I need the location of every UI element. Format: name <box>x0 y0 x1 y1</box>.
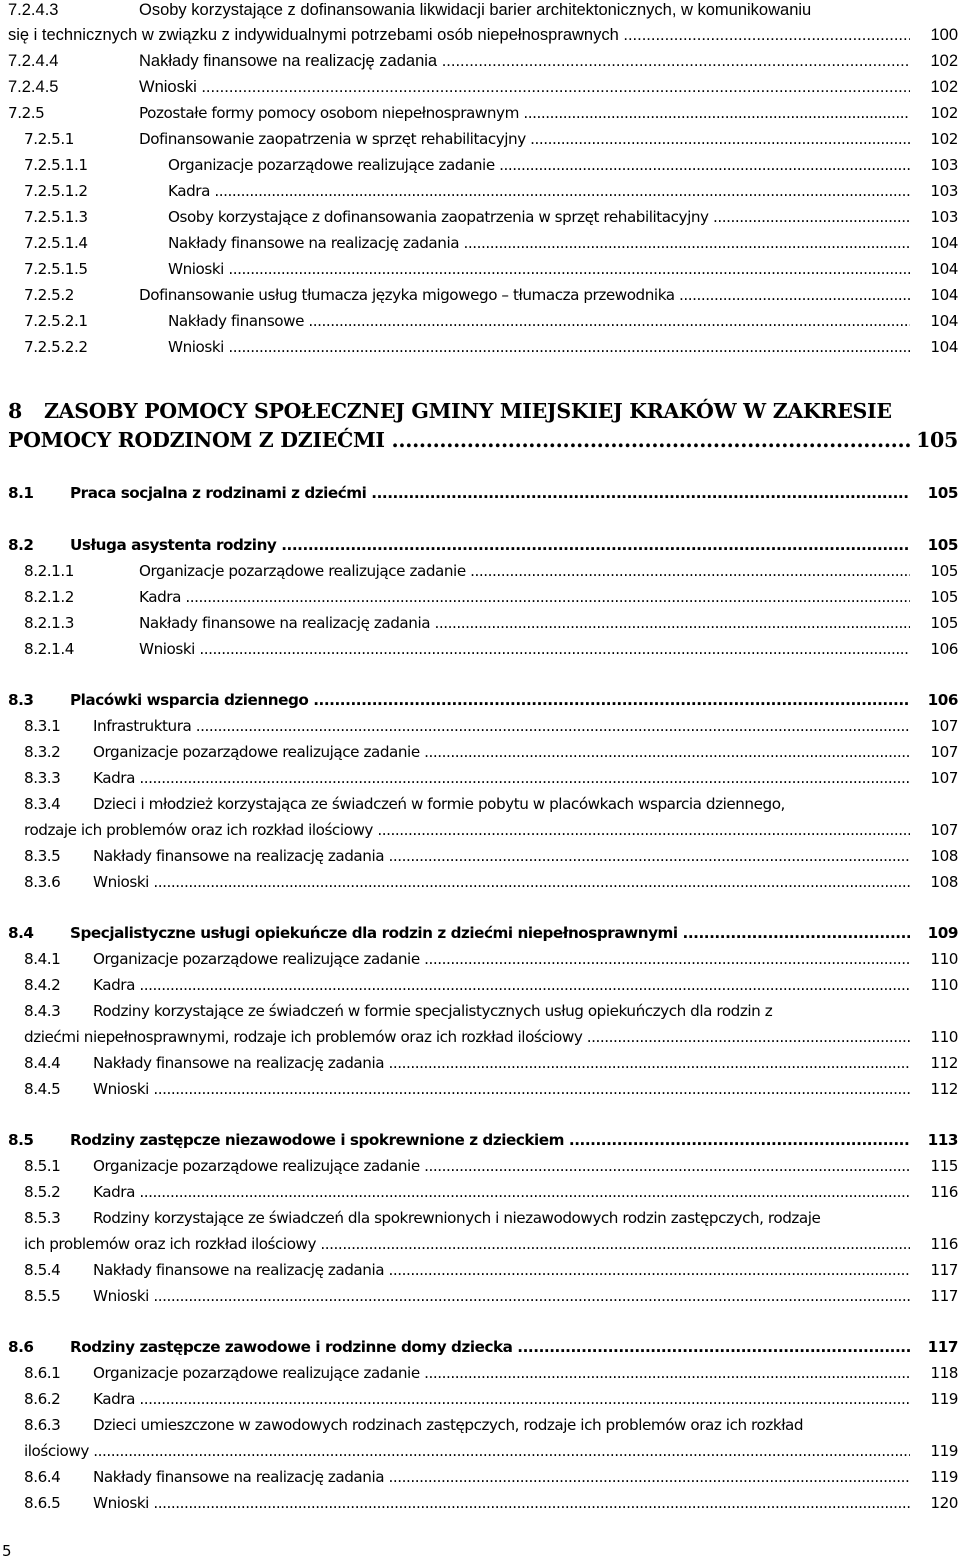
toc-entry[interactable] <box>0 558 960 584</box>
toc-entry-number: 7.2.4.5 <box>8 78 59 96</box>
toc-entry[interactable] <box>0 843 960 869</box>
toc-entry-title: Praca socjalna z rodzinami z dziećmi ..... <box>70 480 910 506</box>
toc-entry[interactable] <box>0 713 960 739</box>
toc-entry[interactable] <box>0 1360 960 1386</box>
toc-entry[interactable] <box>0 48 960 74</box>
toc-entry-title: Rodziny korzystające ze świadczeń w formie specjalistycznych usług opiekuńczych dla rodzin z <box>93 1002 773 1020</box>
toc-entry-number: 8.4.2 <box>24 976 61 994</box>
toc-entry-number: 7.2.5.1 <box>24 130 74 148</box>
toc-entry-page: 106 <box>928 636 958 662</box>
toc-entry-page: 112 <box>928 1076 958 1102</box>
toc-entry-number: 8.4.5 <box>24 1080 61 1098</box>
toc-entry-page: 110 <box>928 1024 958 1050</box>
toc-entry-number: 7.2.5.1.2 <box>24 182 88 200</box>
toc-entry-title: Kadra ..... <box>139 584 910 610</box>
toc-entry[interactable] <box>0 610 960 636</box>
toc-entry-number: 8.2.1.3 <box>24 614 74 632</box>
toc-entry-page: 104 <box>928 308 958 334</box>
toc-entry-title: Wnioski ..... <box>168 334 910 360</box>
toc-entry[interactable] <box>0 1464 960 1490</box>
toc-entry-page: 110 <box>928 946 958 972</box>
toc-entry-page: 104 <box>928 256 958 282</box>
toc-entry-title: Osoby korzystające z dofinansowania zaopatrzenia w sprzęt rehabilitacyjny ..... <box>168 204 910 230</box>
toc-entry-page: 112 <box>928 1050 958 1076</box>
toc-entry[interactable] <box>0 480 960 506</box>
toc-entry[interactable] <box>0 308 960 334</box>
toc-entry[interactable] <box>0 765 960 791</box>
toc-entry-title: Specjalistyczne usługi opiekuńcze dla rodzin z dziećmi niepełnosprawnymi ..... <box>70 920 910 946</box>
toc-entry-number: 8.3.4 <box>24 795 61 813</box>
toc-entry-title: Organizacje pozarządowe realizujące zadanie ..... <box>168 152 910 178</box>
toc-entry-continuation <box>0 817 960 843</box>
toc-entry-title: Pozostałe formy pomocy osobom niepełnosprawnym ..... <box>139 100 910 126</box>
toc-entry-page: 104 <box>928 334 958 360</box>
toc-entry-number: 8.4.3 <box>24 1002 61 1020</box>
toc-entry-continuation <box>0 1024 960 1050</box>
toc-entry-title-continuation: ilościowy ..... <box>24 1438 910 1464</box>
toc-entry[interactable] <box>0 946 960 972</box>
toc-entry-number: 7.2.5.2.2 <box>24 338 88 356</box>
toc-entry-page: 119 <box>928 1386 958 1412</box>
toc-entry-title: Dzieci umieszczone w zawodowych rodzinach zastępczych, rodzaje ich problemów oraz ich rozkład <box>93 1416 804 1434</box>
toc-entry-continuation <box>0 426 960 455</box>
toc-entry[interactable] <box>0 1386 960 1412</box>
toc-entry-number: 8.3.1 <box>24 717 61 735</box>
toc-entry-title: Usługa asystenta rodziny ..... <box>70 532 910 558</box>
toc-entry-title: Dzieci i młodzież korzystająca ze świadczeń w formie pobytu w placówkach wsparcia dziennego, <box>93 795 785 813</box>
toc-entry-number: 8.3.3 <box>24 769 61 787</box>
toc-entry-page: 105 <box>914 426 958 455</box>
toc-entry[interactable] <box>0 256 960 282</box>
toc-entry-number: 8.6.3 <box>24 1416 61 1434</box>
toc-entry-number: 8.2.1.2 <box>24 588 74 606</box>
toc-entry-number: 8.2.1.4 <box>24 640 74 658</box>
toc-entry-title: Placówki wsparcia dziennego ..... <box>70 687 910 713</box>
toc-entry-number: 7.2.5.1.5 <box>24 260 88 278</box>
toc-entry[interactable] <box>0 739 960 765</box>
toc-entry-number: 8.2 <box>8 536 34 554</box>
toc-entry-title: Nakłady finansowe ..... <box>168 308 910 334</box>
toc-entry-title: Organizacje pozarządowe realizujące zadanie ..... <box>93 946 910 972</box>
toc-entry-title: Organizacje pozarządowe realizujące zadanie ..... <box>93 1360 910 1386</box>
toc-entry-title: Nakłady finansowe na realizację zadania ..... <box>93 1257 910 1283</box>
toc-entry-page: 102 <box>928 48 958 74</box>
toc-entry-title: Kadra ..... <box>93 765 910 791</box>
toc-entry-number: 7.2.4.3 <box>8 1 59 19</box>
toc-entry[interactable] <box>0 1076 960 1102</box>
toc-entry-number: 8.4.4 <box>24 1054 61 1072</box>
toc-entry-page: 107 <box>928 817 958 843</box>
toc-entry-number: 7.2.5.2 <box>24 286 74 304</box>
toc-entry-title: Nakłady finansowe na realizację zadania ..... <box>93 843 910 869</box>
toc-entry-title: Organizacje pozarządowe realizujące zadanie ..... <box>93 739 910 765</box>
toc-entry[interactable] <box>0 869 960 895</box>
toc-entry-title: Nakłady finansowe na realizację zadania ..... <box>139 48 910 74</box>
toc-entry-page: 117 <box>928 1257 958 1283</box>
toc-entry[interactable] <box>0 584 960 610</box>
toc-entry-page: 104 <box>928 230 958 256</box>
toc-entry[interactable] <box>0 1334 960 1360</box>
toc-entry-number: 7.2.4.4 <box>8 52 59 70</box>
toc-entry-page: 120 <box>928 1490 958 1516</box>
toc-entry-number: 8.5.1 <box>24 1157 61 1175</box>
toc-entry-number: 8.5 <box>8 1131 34 1149</box>
toc-entry-title: Dofinansowanie zaopatrzenia w sprzęt rehabilitacyjny ..... <box>139 126 910 152</box>
toc-entry-page: 100 <box>928 22 958 48</box>
toc-entry-title: Wnioski ..... <box>93 1490 910 1516</box>
toc-entry[interactable] <box>0 230 960 256</box>
toc-entry-page: 108 <box>928 843 958 869</box>
toc-entry-number: 8.4.1 <box>24 950 61 968</box>
toc-entry[interactable] <box>0 0 960 23</box>
toc-entry-title: Wnioski ..... <box>168 256 910 282</box>
toc-entry-title-continuation: ich problemów oraz ich rozkład ilościowy ..... <box>24 1231 910 1257</box>
toc-entry-number: 8.1 <box>8 484 34 502</box>
toc-entry-title: Wnioski ..... <box>139 74 910 100</box>
toc-entry-number: 8.3.5 <box>24 847 61 865</box>
toc-entry-title: Kadra ..... <box>168 178 910 204</box>
toc-entry-page: 105 <box>928 610 958 636</box>
toc-entry-page: 109 <box>926 920 958 946</box>
toc-entry-continuation <box>0 1231 960 1257</box>
toc-entry-title: Organizacje pozarządowe realizujące zadanie ..... <box>93 1153 910 1179</box>
toc-entry[interactable] <box>0 1153 960 1179</box>
toc-entry-number: 8.6.1 <box>24 1364 61 1382</box>
toc-entry-title: ZASOBY POMOCY SPOŁECZNEJ GMINY MIEJSKIEJ KRAKÓW W ZAKRESIE <box>44 399 892 423</box>
toc-entry-page: 107 <box>928 713 958 739</box>
toc-entry-page: 116 <box>928 1179 958 1205</box>
toc-entry-title: Nakłady finansowe na realizację zadania ..... <box>168 230 910 256</box>
toc-entry[interactable] <box>0 1205 960 1231</box>
toc-entry-page: 106 <box>926 687 958 713</box>
toc-entry-number: 8.5.5 <box>24 1287 61 1305</box>
toc-entry-number: 7.2.5.1.3 <box>24 208 88 226</box>
toc-entry-page: 108 <box>928 869 958 895</box>
toc-entry-title: Kadra ..... <box>93 972 910 998</box>
toc-entry-title: Kadra ..... <box>93 1179 910 1205</box>
toc-entry-number: 7.2.5.2.1 <box>24 312 88 330</box>
toc-entry-page: 107 <box>928 739 958 765</box>
toc-entry[interactable] <box>0 1490 960 1516</box>
toc-entry-page: 102 <box>928 100 958 126</box>
toc-entry-title-continuation: POMOCY RODZINOM Z DZIEĆMI ..... <box>8 426 910 455</box>
toc-entry-title: Rodziny korzystające ze świadczeń dla spokrewnionych i niezawodowych rodzin zastępczych, rodzaje <box>93 1209 821 1227</box>
toc-entry-page: 113 <box>926 1127 958 1153</box>
toc-entry-title-continuation: dziećmi niepełnosprawnymi, rodzaje ich problemów oraz ich rozkład ilościowy ..... <box>24 1024 910 1050</box>
toc-entry[interactable] <box>0 282 960 308</box>
toc-entry[interactable] <box>0 397 960 426</box>
toc-entry-page: 119 <box>928 1464 958 1490</box>
toc-entry[interactable] <box>0 1283 960 1309</box>
toc-entry-page: 105 <box>928 584 958 610</box>
toc-entry-page: 103 <box>928 204 958 230</box>
toc-entry-number: 7.2.5 <box>8 104 45 122</box>
toc-entry[interactable] <box>0 334 960 360</box>
toc-entry-page: 118 <box>928 1360 958 1386</box>
toc-entry-title: Rodziny zastępcze niezawodowe i spokrewnione z dzieckiem ..... <box>70 1127 910 1153</box>
toc-entry[interactable] <box>0 972 960 998</box>
toc-entry-title: Organizacje pozarządowe realizujące zadanie ..... <box>139 558 910 584</box>
toc-entry-title: Wnioski ..... <box>139 636 910 662</box>
toc-entry-page: 103 <box>928 152 958 178</box>
toc-entry-number: 7.2.5.1.1 <box>24 156 88 174</box>
toc-entry[interactable] <box>0 74 960 100</box>
toc-entry-page: 105 <box>926 532 958 558</box>
toc-entry[interactable] <box>0 920 960 946</box>
toc-entry-number: 8.3.6 <box>24 873 61 891</box>
toc-entry-number: 7.2.5.1.4 <box>24 234 88 252</box>
toc-entry-title: Infrastruktura ..... <box>93 713 910 739</box>
toc-entry-number: 8.6.5 <box>24 1494 61 1512</box>
toc-entry-number: 8.5.4 <box>24 1261 61 1279</box>
toc-entry-page: 110 <box>928 972 958 998</box>
toc-entry-continuation <box>0 1438 960 1464</box>
toc-entry-page: 102 <box>928 74 958 100</box>
toc-entry-title: Nakłady finansowe na realizację zadania ..... <box>93 1050 910 1076</box>
toc-entry-number: 8.6 <box>8 1338 34 1356</box>
toc-entry-title: Wnioski ..... <box>93 1283 910 1309</box>
toc-entry-title-continuation: się i technicznych w związku z indywidualnymi potrzebami osób niepełnosprawnych ..... <box>8 22 910 48</box>
toc-entry-page: 105 <box>928 558 958 584</box>
toc-entry[interactable] <box>0 152 960 178</box>
toc-entry[interactable] <box>0 998 960 1024</box>
toc-entry[interactable] <box>0 1127 960 1153</box>
page-number: 5 <box>2 1542 12 1560</box>
toc-entry-number: 8.5.2 <box>24 1183 61 1201</box>
toc-entry-page: 104 <box>928 282 958 308</box>
toc-entry-page: 103 <box>928 178 958 204</box>
toc-entry-page: 116 <box>928 1231 958 1257</box>
toc-entry-title: Wnioski ..... <box>93 1076 910 1102</box>
toc-entry-title: Rodziny zastępcze zawodowe i rodzinne domy dziecka ..... <box>70 1334 910 1360</box>
toc-entry-page: 115 <box>928 1153 958 1179</box>
toc-entry-title: Wnioski ..... <box>93 869 910 895</box>
toc-entry-title: Nakłady finansowe na realizację zadania ..... <box>93 1464 910 1490</box>
toc-entry[interactable] <box>0 532 960 558</box>
toc-entry-title: Nakłady finansowe na realizację zadania ..... <box>139 610 910 636</box>
toc-entry-page: 105 <box>926 480 958 506</box>
toc-entry-number: 8.6.2 <box>24 1390 61 1408</box>
toc-entry[interactable] <box>0 687 960 713</box>
toc-entry[interactable] <box>0 636 960 662</box>
toc-entry[interactable] <box>0 204 960 230</box>
toc-entry-page: 107 <box>928 765 958 791</box>
toc-entry-number: 8.6.4 <box>24 1468 61 1486</box>
toc-entry[interactable] <box>0 178 960 204</box>
toc-entry[interactable] <box>0 1179 960 1205</box>
toc-entry-number: 8.2.1.1 <box>24 562 74 580</box>
toc-entry-page: 102 <box>928 126 958 152</box>
toc-entry-number: 8 <box>8 399 22 423</box>
toc-entry[interactable] <box>0 100 960 126</box>
toc-entry[interactable] <box>0 126 960 152</box>
toc-entry-title: Osoby korzystające z dofinansowania likwidacji barier architektonicznych, w komunikowaniu <box>139 1 812 19</box>
toc-entry-continuation <box>0 22 960 48</box>
toc-entry-title: Dofinansowanie usług tłumacza języka migowego – tłumacza przewodnika ..... <box>139 282 910 308</box>
toc-entry-page: 117 <box>926 1334 958 1360</box>
toc-entry-title-continuation: rodzaje ich problemów oraz ich rozkład ilościowy ..... <box>24 817 910 843</box>
toc-entry-page: 117 <box>928 1283 958 1309</box>
toc-entry-number: 8.5.3 <box>24 1209 61 1227</box>
toc-entry[interactable] <box>0 1257 960 1283</box>
toc-entry[interactable] <box>0 791 960 817</box>
toc-entry-number: 8.3 <box>8 691 34 709</box>
toc-entry-page: 119 <box>928 1438 958 1464</box>
toc-entry-title: Kadra ..... <box>93 1386 910 1412</box>
toc-entry[interactable] <box>0 1050 960 1076</box>
toc-entry-number: 8.4 <box>8 924 34 942</box>
toc-entry[interactable] <box>0 1412 960 1438</box>
toc-entry-number: 8.3.2 <box>24 743 61 761</box>
